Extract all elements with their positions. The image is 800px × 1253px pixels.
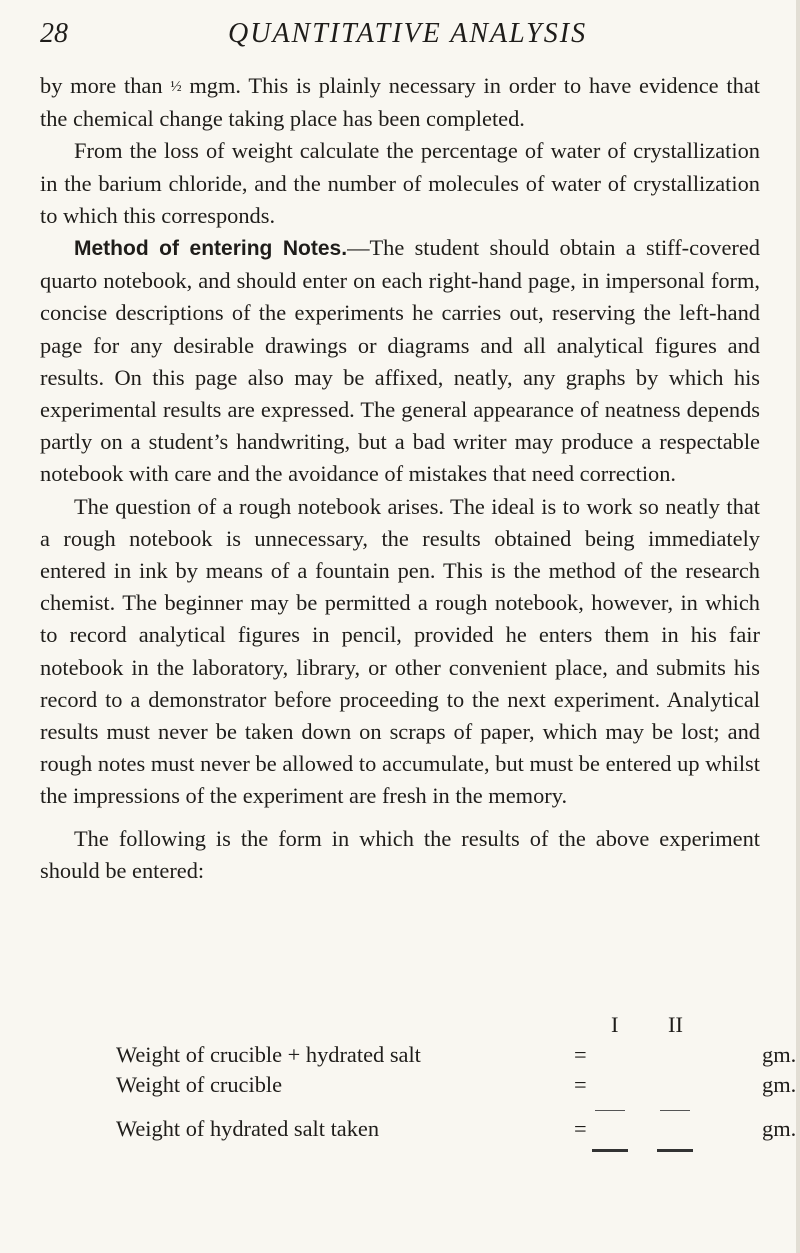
paragraph-method-notes: [40, 232, 760, 491]
paragraph-form-intro: The following is the form in which the results of the above experiment should be entered:: [40, 825, 760, 883]
column-header-ii: II: [668, 1012, 683, 1037]
subtotal-rule-ii: [660, 1110, 690, 1111]
paragraph-calculation: From the loss of weight calculate the percentage of water of crystallization in the barium chloride, and the number of molecules of water of crystallization to which this corresponds.: [40, 138, 760, 228]
row-label: Weight of hydrated salt taken: [116, 1116, 380, 1141]
equals-sign: =: [574, 1116, 587, 1141]
paragraph-rough-notebook: The question of a rough notebook arises. The ideal is to work so neatly that a rough notebook is unnecessary, the results obtained being immediately entered in ink by means of a fountain pen. This is the method of the research chemist. The beginner may be permitted a rough notebook, however, in which to record analytical figures in pencil, provided he enters them in his fair notebook in the laboratory, library, or other convenient place, and submits his record to a demonstrator before proceeding to the next experiment. Analytical results must never be taken down on scraps of paper, which may be lost; and rough notes must never be allowed to accumulate, but must be entered up whilst the impressions of the experiment are fresh in the memory.: [40, 493, 760, 809]
row-label: Weight of crucible + hydrated salt: [116, 1042, 421, 1067]
results-form: [40, 1012, 797, 1192]
equals-sign: =: [574, 1072, 587, 1097]
total-rule-i: [592, 1149, 628, 1152]
page-number: 28: [40, 18, 68, 49]
total-rule-ii: [657, 1149, 693, 1152]
subtotal-rule-i: [595, 1110, 625, 1111]
body-text: [40, 70, 760, 887]
page-edge: [796, 0, 800, 1253]
unit-label: gm.: [762, 1042, 797, 1067]
header-title: QUANTITATIVE ANALYSIS: [228, 18, 588, 49]
paragraph-text: mgm. This is plainly necessary in order to have evidence that the chemical change taking place has been completed.: [40, 73, 760, 132]
column-header-i: I: [611, 1012, 619, 1037]
paragraph-text: by more than: [40, 73, 171, 98]
section-lead: Method of entering Notes.: [74, 237, 348, 261]
paragraph-continuation: [40, 70, 760, 135]
running-head: [40, 12, 760, 52]
unit-label: gm.: [762, 1072, 797, 1097]
paragraph-text: —The student should obtain a stiff-covered quarto notebook, and should enter on each right-hand page, in impersonal form, concise descriptions of the experiments he carries out, reserving the left-hand page for any desirable drawings or diagrams and all analytical figures and results. On this page also may be affixed, neatly, any graphs by which his experimental results are expressed. The general appearance of neatness depends partly on a student’s handwriting, but a bad writer may produce a respectable notebook with care and the avoidance of mistakes that need correction.: [40, 235, 760, 487]
unit-label: gm.: [762, 1116, 797, 1141]
fraction-half: ½: [170, 79, 182, 95]
row-label: Weight of crucible: [116, 1072, 283, 1097]
equals-sign: =: [574, 1042, 587, 1067]
